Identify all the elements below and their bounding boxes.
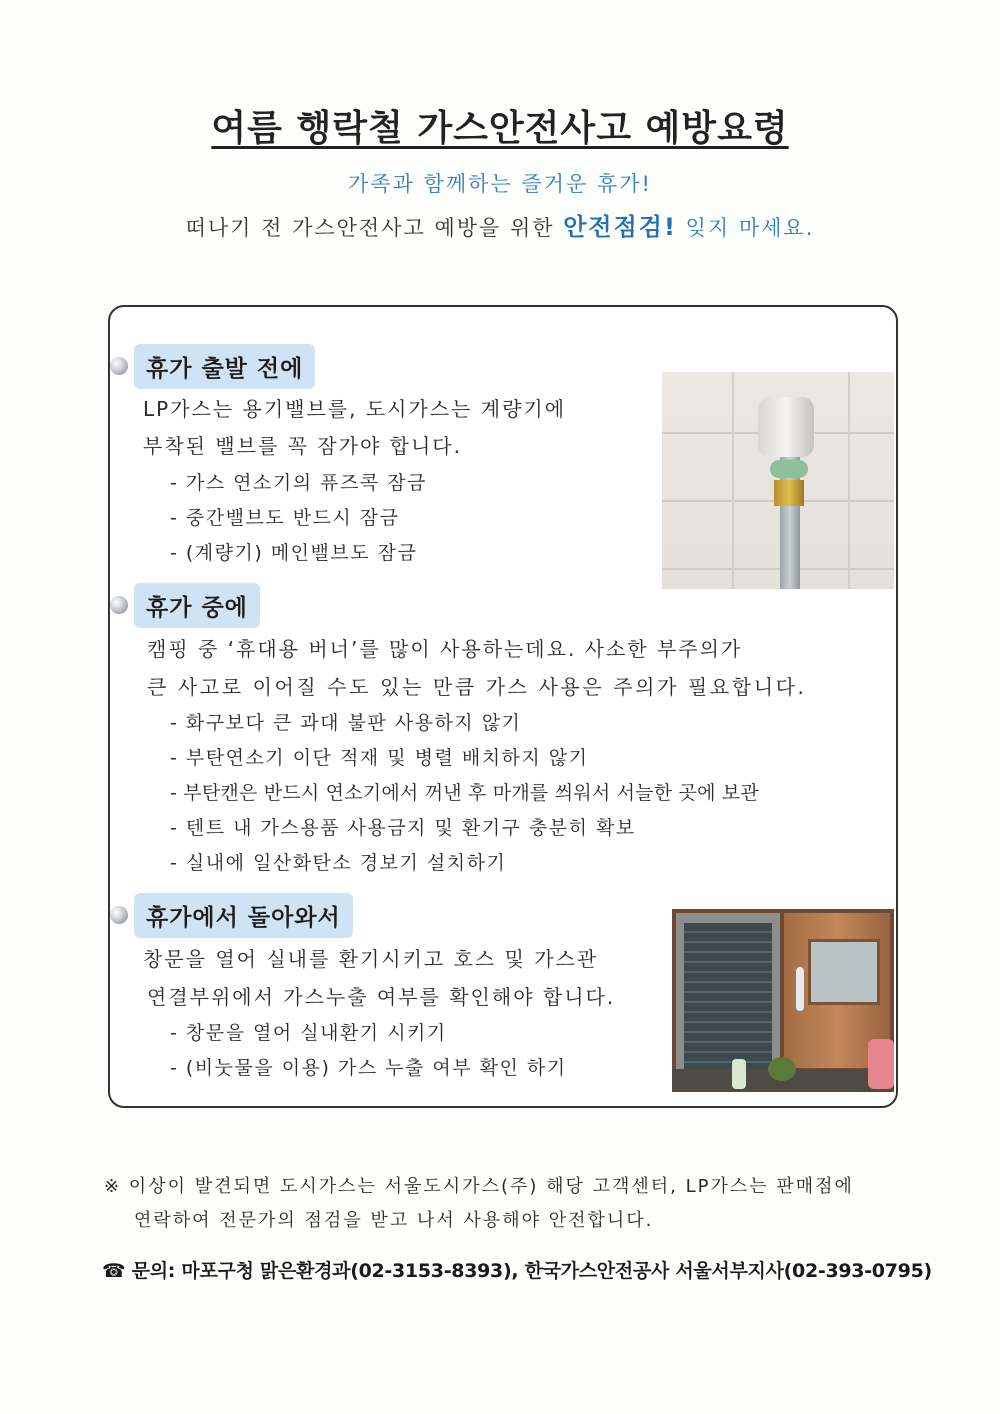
footer-note-line1: ※ 이상이 발견되면 도시가스는 서울도시가스(주) 해당 고객센터, LP가스는 판매점에: [104, 1176, 854, 1197]
section-paragraph-line: LP가스는 용기밸브를, 도시가스는 계량기에: [143, 397, 567, 421]
subtitle-suffix: 잊지 마세요.: [676, 216, 815, 240]
page-title: 여름 행락철 가스안전사고 예방요령: [211, 108, 789, 149]
section-paragraph-line: 캠핑 중 ‘휴대용 버너’를 많이 사용하는데요. 사소한 부주의가: [147, 637, 743, 661]
list-item: - 중간밸브도 반드시 잠금: [170, 507, 400, 529]
subtitle-prefix: 떠나기 전 가스안전사고 예방을 위한: [185, 216, 564, 240]
section-heading-before-departure: [110, 343, 315, 389]
section-paragraph-line: 연결부위에서 가스누출 여부를 확인해야 합니다.: [147, 985, 616, 1009]
list-item: - 화구보다 큰 과대 불판 사용하지 않기: [170, 712, 522, 734]
section-heading-label: 휴가 출발 전에: [134, 344, 315, 389]
section-heading-during-vacation: [110, 582, 260, 628]
list-item: - 부탄연소기 이단 적재 및 병렬 배치하지 않기: [170, 747, 589, 769]
list-item: - (비눗물을 이용) 가스 누출 여부 확인 하기: [170, 1057, 567, 1079]
subtitle-highlight: 안전점검!: [563, 213, 677, 241]
section-paragraph-line: 창문을 열어 실내를 환기시키고 호스 및 가스관: [143, 947, 599, 971]
list-item: - 실내에 일산화탄소 경보기 설치하기: [170, 852, 507, 874]
gas-valve-photo: [662, 372, 894, 589]
section-heading-after-return: [110, 892, 353, 938]
section-paragraph-line: 큰 사고로 이어질 수도 있는 만큼 가스 사용은 주의가 필요합니다.: [147, 675, 807, 699]
sphere-bullet-icon: [110, 596, 128, 614]
section-heading-label: 휴가에서 돌아와서: [134, 893, 353, 938]
footer-note-line2: 연락하여 전문가의 점검을 받고 나서 사용해야 안전합니다.: [134, 1210, 654, 1231]
subtitle-line1: 가족과 함께하는 즐거운 휴가!: [348, 172, 652, 196]
list-item: - 창문을 열어 실내환기 시키기: [170, 1022, 447, 1044]
list-item: - (계량기) 메인밸브도 잠금: [170, 542, 418, 564]
list-item: - 텐트 내 가스용품 사용금지 및 환기구 충분히 확보: [170, 817, 636, 839]
list-item: - 부탄캔은 반드시 연소기에서 꺼낸 후 마개를 씌워서 서늘한 곳에 보관: [170, 782, 759, 804]
section-heading-label: 휴가 중에: [134, 583, 260, 628]
list-item: - 가스 연소기의 퓨즈콕 잠금: [170, 472, 427, 494]
contact-info: ☎ 문의: 마포구청 맑은환경과(02-3153-8393), 한국가스안전공사 서울서부지사(02-393-0795): [102, 1260, 932, 1282]
sphere-bullet-icon: [110, 906, 128, 924]
window-ventilation-photo: [672, 909, 894, 1092]
sphere-bullet-icon: [110, 357, 128, 375]
subtitle-line2: [0, 207, 1000, 242]
section-paragraph-line: 부착된 밸브를 꼭 잠가야 합니다.: [143, 434, 462, 458]
